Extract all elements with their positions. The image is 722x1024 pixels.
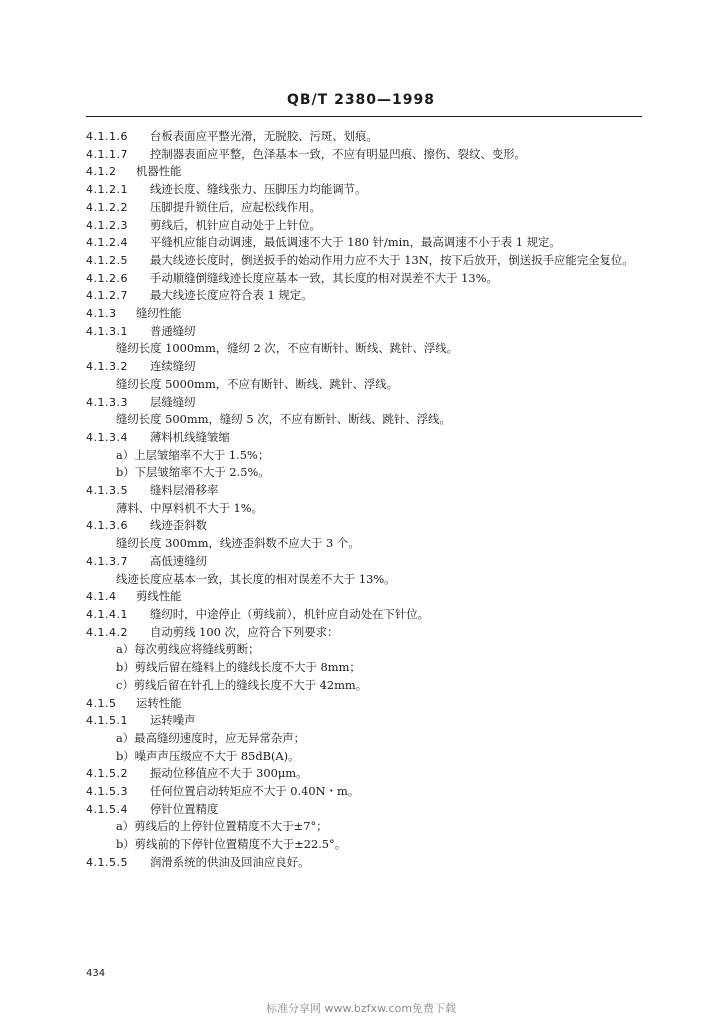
- list-item: b）噪声声压级应不大于 85dB(A)。: [116, 748, 300, 763]
- clause-number: 4.1.2.5: [86, 253, 128, 267]
- clause-text: 最大线迹长度应符合表 1 规定。: [150, 288, 313, 303]
- clause-text: 线迹长度、缝线张力、压脚压力均能调节。: [150, 182, 367, 197]
- watermark: 标准分享网 www.bzfxw.com免费下载: [265, 1002, 457, 1015]
- clause-text: 任何位置启动转矩应不大于 0.40N・m。: [150, 784, 360, 799]
- clause-text: 高低速缝纫: [150, 553, 207, 568]
- clause: [86, 429, 646, 447]
- clause-text: 停针位置精度: [150, 801, 219, 816]
- clause-text: 润滑系统的供油及回油应良好。: [150, 854, 310, 869]
- clause: [86, 553, 646, 571]
- clause-text: 线迹歪斜数: [150, 518, 207, 533]
- clause-number: 4.1.2.2: [86, 200, 128, 214]
- document-code-header: QB/T 2380—1998: [286, 92, 436, 108]
- clause-text: 剪线后，机针应自动处于上针位。: [150, 217, 321, 232]
- clause-text: 剪线性能: [136, 589, 182, 604]
- clause-text: 层缝缝纫: [150, 394, 196, 409]
- clause-text: 普通缝纫: [150, 323, 196, 338]
- list-item: a）最高缝纫速度时，应无异常杂声；: [116, 730, 306, 745]
- clause: [86, 482, 646, 500]
- clause-text: 自动剪线 100 次，应符合下列要求：: [150, 624, 339, 639]
- clause-number: 4.1.3.3: [86, 395, 128, 409]
- clause-number: 4.1.5.2: [86, 767, 128, 781]
- list-item: a）每次剪线应将缝线剪断；: [116, 642, 260, 657]
- clause-number: 4.1.2.6: [86, 271, 128, 285]
- clause-number: 4.1.3.2: [86, 360, 128, 374]
- clause: [86, 128, 646, 146]
- list-item: c）剪线后留在针孔上的缝线长度不大于 42mm。: [116, 677, 368, 692]
- clause: [86, 801, 646, 819]
- clause: [86, 765, 646, 783]
- clause-text: 控制器表面应平整，色泽基本一致，不应有明显凹痕、擦伤、裂纹、变形。: [150, 146, 526, 161]
- clause-body: 线迹长度应基本一致，其长度的相对误差不大于 13%。: [116, 571, 396, 586]
- clause-number: 4.1.5: [86, 696, 117, 710]
- clause-text: 缝料层滑移率: [150, 483, 219, 498]
- section-heading: [86, 163, 646, 181]
- clause: [86, 323, 646, 341]
- clause: [86, 854, 646, 872]
- clause-text: 振动位移值应不大于 300μm。: [150, 766, 308, 781]
- clause-text: 平缝机应能自动调速，最低调速不大于 180 针/min，最高调速不小于表 1 规定。: [150, 235, 561, 250]
- clause-number: 4.1.3.4: [86, 430, 128, 444]
- clause: [86, 394, 646, 412]
- list-item: a）上层皱缩率不大于 1.5%；: [116, 447, 270, 462]
- clause-number: 4.1.4: [86, 590, 117, 604]
- clause: [86, 517, 646, 535]
- clause-text: 机器性能: [136, 164, 182, 179]
- section-heading: [86, 695, 646, 713]
- clause: [86, 287, 646, 305]
- list-item: b）下层皱缩率不大于 2.5%。: [116, 465, 270, 480]
- clause-text: 运转性能: [136, 695, 182, 710]
- clause-number: 4.1.3.6: [86, 519, 128, 533]
- clause: [86, 606, 646, 624]
- page-number: 434: [86, 968, 106, 979]
- clause-number: 4.1.3.5: [86, 484, 128, 498]
- clause-number: 4.1.4.1: [86, 607, 128, 621]
- clause: [86, 146, 646, 164]
- clause-number: 4.1.1.7: [86, 147, 128, 161]
- clause-number: 4.1.4.2: [86, 625, 128, 639]
- clause-text: 薄料机线缝皱缩: [150, 429, 230, 444]
- clause-number: 4.1.3: [86, 307, 117, 321]
- clause-body: 缝纫长度 500mm，缝纫 5 次，不应有断针、断线、跳针、浮线。: [116, 412, 451, 427]
- clause-body: 缝纫长度 5000mm，不应有断针、断线、跳针、浮线。: [116, 376, 399, 391]
- clause-text: 连续缝纫: [150, 359, 196, 374]
- section-heading: [86, 588, 646, 606]
- clause-body: 缝纫长度 300mm，线迹歪斜数不应大于 3 个。: [116, 536, 360, 551]
- clause-number: 4.1.5.5: [86, 855, 128, 869]
- list-item: b）剪线后留在缝料上的缝线长度不大于 8mm；: [116, 660, 361, 675]
- clause-number: 4.1.3.7: [86, 554, 128, 568]
- clause: [86, 252, 646, 270]
- clause: [86, 783, 646, 801]
- clause-text: 缝纫性能: [136, 306, 182, 321]
- clause-list: [86, 128, 646, 872]
- clause-number: 4.1.5.4: [86, 802, 128, 816]
- clause-number: 4.1.2.3: [86, 218, 128, 232]
- clause: [86, 181, 646, 199]
- clause: [86, 270, 646, 288]
- clause: [86, 712, 646, 730]
- clause-text: 台板表面应平整光滑，无脱胶、污斑、划痕。: [150, 129, 378, 143]
- clause-number: 4.1.2.1: [86, 183, 128, 197]
- clause: [86, 234, 646, 252]
- clause-number: 4.1.5.1: [86, 714, 128, 728]
- clause: [86, 358, 646, 376]
- clause: [86, 217, 646, 235]
- header-rule: [86, 116, 642, 117]
- clause: [86, 624, 646, 642]
- clause: [86, 199, 646, 217]
- clause-body: 薄料、中厚料机不大于 1%。: [116, 500, 263, 515]
- clause-number: 4.1.2.7: [86, 289, 128, 303]
- clause-number: 4.1.1.6: [86, 130, 128, 143]
- clause-text: 运转噪声: [150, 713, 196, 728]
- clause-number: 4.1.2: [86, 165, 117, 179]
- clause-body: 缝纫长度 1000mm，缝纫 2 次，不应有断针、断线、跳针、浮线。: [116, 341, 459, 356]
- clause-text: 压脚提升锁住后，应起松线作用。: [150, 199, 321, 214]
- clause-number: 4.1.3.1: [86, 324, 128, 338]
- clause-text: 最大线迹长度时，倒送扳手的始动作用力应不大于 13N，按下后放开，倒送扳手应能完全复位。: [150, 252, 634, 267]
- list-item: b）剪线前的下停针位置精度不大于±22.5°。: [116, 837, 347, 852]
- list-item: a）剪线后的上停针位置精度不大于±7°；: [116, 819, 328, 834]
- section-heading: [86, 305, 646, 323]
- clause-number: 4.1.5.3: [86, 785, 128, 799]
- clause-text: 手动顺缝倒缝线迹长度应基本一致，其长度的相对误差不大于 13%。: [150, 270, 498, 285]
- clause-text: 缝纫时，中途停止（剪线前），机针应自动处在下针位。: [150, 606, 430, 621]
- clause-number: 4.1.2.4: [86, 236, 128, 250]
